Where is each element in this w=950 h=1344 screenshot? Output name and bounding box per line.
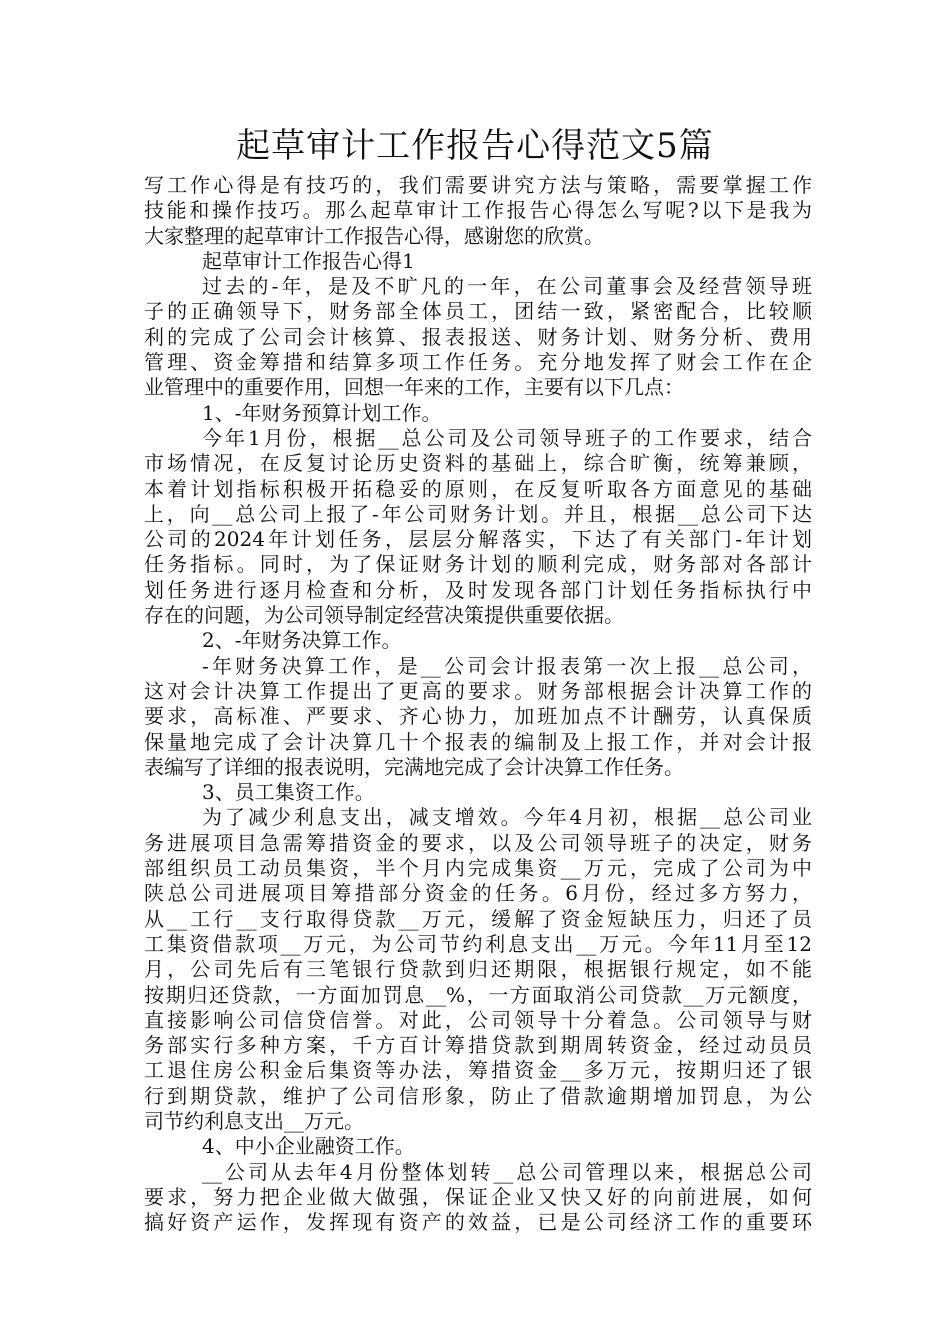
section-heading: 起草审计工作报告心得1 [202,248,415,273]
document-body [144,173,812,1235]
paragraph-line: 今年1月份，根据__总公司及公司领导班子的工作要求，结合 [202,425,812,450]
paragraph-line: 公司的2024年计划任务，层层分解落实，下达了有关部门-年计划 [144,527,812,552]
paragraph-line: __公司从去年4月份整体划转__总公司管理以来，根据总公司 [202,1159,812,1184]
paragraph-line: 任务指标。同时，为了保证财务计划的顺利完成，财务部对各部计 [144,552,812,577]
paragraph-line: 保量地完成了会计决算几十个报表的编制及上报工作，并对会计报 [144,729,812,754]
paragraph-line: 务进展项目急需筹措资金的要求，以及公司领导班子的决定，财务 [144,830,812,855]
item-heading: 1、-年财务预算计划工作。 [202,400,442,425]
paragraph-line: 月，公司先后有三笔银行贷款到归还期限，根据银行规定，如不能 [144,957,812,982]
paragraph-line: 划任务进行逐月检查和分析，及时发现各部门计划任务指标执行中 [144,577,812,602]
paragraph-line: 存在的问题，为公司领导制定经营决策提供重要依据。 [144,603,624,628]
item-heading: 2、-年财务决算工作。 [202,628,402,653]
paragraph-line: 过去的-年，是及不旷凡的一年，在公司董事会及经营领导班 [202,274,812,299]
paragraph-line: 表编写了详细的报表说明，完满地完成了会计决算工作任务。 [144,754,684,779]
paragraph-line: 子的正确领导下，财务部全体员工，团结一致，紧密配合，比较顺 [144,299,812,324]
paragraph-line: 司节约利息支出__万元。 [144,1108,364,1133]
paragraph-line: 上，向__总公司上报了-年公司财务计划。并且，根据__总公司下达 [144,501,812,526]
paragraph-line: 本着计划指标积极开拓稳妥的原则，在反复听取各方面意见的基础 [144,476,812,501]
paragraph-line: 按期归还贷款，一方面加罚息__%，一方面取消公司贷款__万元额度， [144,982,812,1007]
paragraph-line: 为了减少利息支出，减支增效。今年4月初，根据__总公司业 [202,805,812,830]
paragraph-line: 要求，高标准、严要求、齐心协力，加班加点不计酬劳，认真保质 [144,704,812,729]
paragraph-line: 工退住房公积金后集资等办法，筹措资金__多万元，按期归还了银 [144,1058,812,1083]
paragraph-line: -年财务决算工作，是__公司会计报表第一次上报__总公司， [202,653,812,678]
paragraph-line: 要求，努力把企业做大做强，保证企业又快又好的向前进展，如何 [144,1184,812,1209]
paragraph-line: 直接影响公司信贷信誉。对此，公司领导十分着急。公司领导与财 [144,1007,812,1032]
paragraph-line: 利的完成了公司会计核算、报表报送、财务计划、财务分析、费用 [144,324,812,349]
document-title: 起草审计工作报告心得范文5篇 [236,126,714,166]
paragraph-line: 部组织员工动员集资，半个月内完成集资__万元，完成了公司为中 [144,856,812,881]
paragraph-line: 业管理中的重要作用，回想一年来的工作，主要有以下几点： [144,375,684,400]
paragraph-line: 技能和操作技巧。那么起草审计工作报告心得怎么写呢?以下是我为 [144,198,812,223]
paragraph-line: 市场情况，在反复讨论历史资料的基础上，综合旷衡，统筹兼顾， [144,451,812,476]
paragraph-line: 搞好资产运作，发挥现有资产的效益，已是公司经济工作的重要环 [144,1210,812,1235]
item-heading: 4、中小企业融资工作。 [202,1134,415,1159]
paragraph-line: 写工作心得是有技巧的，我们需要讲究方法与策略，需要掌握工作 [144,173,812,197]
paragraph-line: 行到期贷款，维护了公司信形象，防止了借款逾期增加罚息，为公 [144,1083,812,1108]
paragraph-line: 从__工行__支行取得贷款__万元，缓解了资金短缺压力，归还了员 [144,906,812,931]
paragraph-line: 务部实行多种方案，千方百计筹措贷款到期周转资金，经过动员员 [144,1033,812,1058]
paragraph-line: 陕总公司进展项目筹措部分资金的任务。6月份，经过多方努力， [144,881,812,906]
paragraph-line: 工集资借款项__万元，为公司节约利息支出__万元。今年11月至12 [144,931,812,956]
paragraph-line: 大家整理的起草审计工作报告心得，感谢您的欣赏。 [144,223,604,248]
item-heading: 3、员工集资工作。 [202,780,375,805]
paragraph-line: 管理、资金筹措和结算多项工作任务。充分地发挥了财会工作在企 [144,350,812,375]
paragraph-line: 这对会计决算工作提出了更高的要求。财务部根据会计决算工作的 [144,678,812,703]
